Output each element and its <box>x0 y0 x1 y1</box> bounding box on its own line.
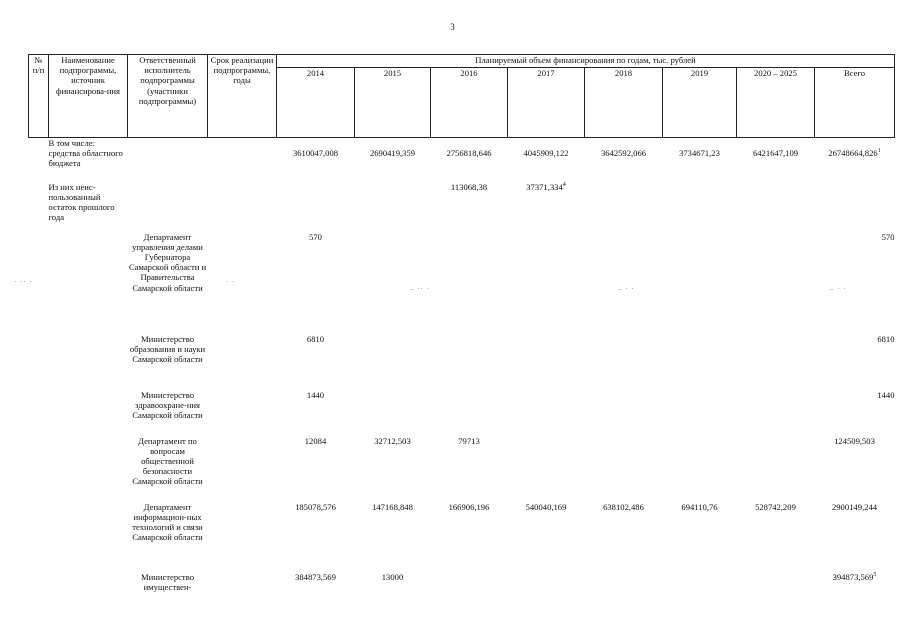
row-responsible: Министерство образования и науки Самарской области <box>129 333 206 364</box>
cell-value <box>663 572 737 596</box>
cell-value <box>277 182 355 232</box>
cell-value <box>431 232 508 334</box>
table-row <box>29 572 895 596</box>
cell-total: 6810 <box>877 333 895 344</box>
cell-value <box>737 436 815 502</box>
header-year: 2016 <box>431 68 508 138</box>
header-total: Всего <box>815 68 895 138</box>
cell-value: 12084 <box>304 435 327 446</box>
cell-value <box>663 232 737 334</box>
header-responsible: Ответственный исполнитель подпрограммы (участники подпрограммы) <box>128 55 208 138</box>
cell-value <box>663 334 737 390</box>
table-row <box>29 390 895 436</box>
cell-value <box>737 182 815 232</box>
cell-total: 570 <box>881 231 895 242</box>
cell-value <box>737 232 815 334</box>
cell-value: 113068,38 <box>450 181 488 192</box>
cell-value <box>663 436 737 502</box>
cell-total: 124509,503 <box>834 435 875 446</box>
cell-value: 4045909,122 <box>523 148 569 158</box>
cell-value <box>508 390 585 436</box>
scan-artifact: ‒ ·· · <box>410 285 430 293</box>
cell-value <box>585 334 663 390</box>
table-row <box>29 436 895 502</box>
cell-value: 694110,76 <box>681 501 718 512</box>
scan-artifact: · ·· · <box>14 278 33 286</box>
cell-value <box>431 390 508 436</box>
cell-value: 2756818,646 <box>446 148 492 158</box>
cell-value: 638102,486 <box>603 501 644 512</box>
cell-value: 1440 <box>306 389 325 400</box>
table-row <box>29 502 895 572</box>
header-year: 2018 <box>585 68 663 138</box>
row-responsible: Департамент по вопросам общественной безопасности Самарской области <box>132 435 203 487</box>
cell-value <box>508 572 585 596</box>
page-number: 3 <box>450 22 455 32</box>
cell-value <box>585 182 663 232</box>
cell-value <box>585 436 663 502</box>
header-plan: Планируемый объем финансирования по годам, тыс. рублей <box>277 55 895 68</box>
scan-artifact: ‒ · · <box>618 285 635 293</box>
cell-value <box>663 390 737 436</box>
cell-value <box>355 182 431 232</box>
footnote-mark: 4 <box>562 181 566 188</box>
table-row <box>29 232 895 334</box>
footnote-mark: 1 <box>877 148 881 155</box>
cell-total: 1440 <box>877 389 895 400</box>
cell-value <box>508 232 585 334</box>
scan-artifact: ‒ · · <box>830 285 847 293</box>
header-term: Срок реализации подпрограммы, годы <box>208 55 277 138</box>
cell-value: 6421647,109 <box>752 148 799 158</box>
header-year: 2019 <box>663 68 737 138</box>
cell-value <box>585 232 663 334</box>
table-row <box>29 138 895 182</box>
row-name: В том числе: средства областного бюджета <box>48 138 123 169</box>
row-responsible: Министерство имуществен- <box>141 571 194 592</box>
row-responsible: Департамент информацион-ных технологий и связи Самарской области <box>132 501 203 543</box>
cell-value <box>355 390 431 436</box>
cell-value: 3610047,008 <box>292 148 339 158</box>
cell-value <box>663 182 737 232</box>
cell-value: 6810 <box>306 333 325 344</box>
cell-value: 32712,503 <box>374 435 411 446</box>
cell-value <box>585 390 663 436</box>
header-name: Наименование подпрограммы, источник финансирова-ния <box>49 55 128 138</box>
cell-total <box>815 182 895 232</box>
cell-value <box>737 572 815 596</box>
row-responsible: Министерство здравоохране-ния Самарской области <box>132 389 203 420</box>
cell-value: 3642592,066 <box>600 148 647 158</box>
cell-value <box>431 334 508 390</box>
row-name: Из них неис-пользованный остаток прошлого года <box>48 181 115 223</box>
table-row <box>29 182 895 232</box>
footnote-mark: 5 <box>873 571 877 578</box>
cell-value: 2690419,359 <box>369 148 416 158</box>
cell-value: 570 <box>309 231 322 242</box>
financing-table <box>28 54 895 596</box>
cell-value: 37371,334$^4$ <box>526 181 566 192</box>
cell-value <box>355 232 431 334</box>
cell-value: 384873,569 <box>295 571 336 582</box>
cell-total: 26748664,826$^1$ <box>828 148 881 158</box>
cell-value <box>508 334 585 390</box>
cell-value: 166906,196 <box>448 501 490 512</box>
cell-total: 2900149,244 <box>831 501 878 512</box>
header-year: 2014 <box>277 68 355 138</box>
cell-value <box>355 334 431 390</box>
row-responsible: Департамент управления делами Губернатора Самарской области и Правительства Самарской области <box>128 231 207 293</box>
cell-total: 394873,569$^5$ <box>832 571 877 582</box>
cell-value: 528742,209 <box>755 501 796 512</box>
cell-value <box>431 572 508 596</box>
cell-value <box>508 436 585 502</box>
table-row <box>29 334 895 390</box>
scan-artifact: · · <box>226 278 236 286</box>
header-num: № п/п <box>29 55 49 138</box>
cell-value: 13000 <box>381 571 404 582</box>
cell-value <box>737 334 815 390</box>
cell-value: 185078,576 <box>295 501 336 512</box>
header-year: 2017 <box>508 68 585 138</box>
header-year: 2015 <box>355 68 431 138</box>
cell-value: 79713 <box>458 435 480 446</box>
cell-value: 3734671,23 <box>679 148 720 158</box>
cell-value: 540040,169 <box>525 501 567 512</box>
cell-value <box>585 572 663 596</box>
cell-value <box>737 390 815 436</box>
header-year: 2020 – 2025 <box>737 68 815 138</box>
cell-value: 147168,848 <box>372 501 413 512</box>
